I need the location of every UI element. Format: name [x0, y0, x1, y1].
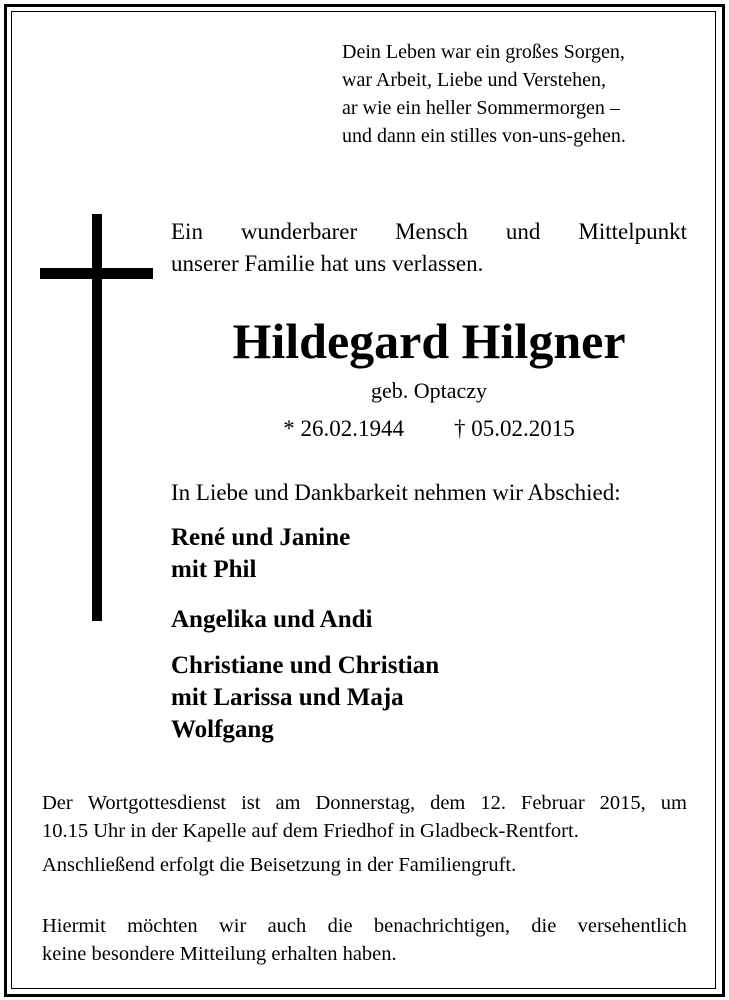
intro-word: wunderbarer [240, 219, 358, 244]
service-word: ist [241, 792, 261, 814]
poem-line: und dann ein stilles von-uns-gehen. [342, 125, 626, 147]
mourner-line: Angelika und Andi [171, 606, 373, 633]
service-word: um [660, 792, 687, 814]
service-word: Der [42, 792, 73, 814]
notice-word: Hiermit [42, 915, 106, 937]
notice-line-2: keine besondere Mitteilung erhalten haben. [42, 943, 397, 965]
service-word: dem [430, 792, 466, 814]
notice-word: möchten [127, 915, 198, 937]
life-dates [171, 413, 687, 445]
service-word: 2015, [599, 792, 646, 814]
birth-date: * 26.02.1944 [283, 416, 404, 441]
death-date: † 05.02.2015 [454, 416, 575, 441]
service-word: Wortgottesdienst [87, 792, 227, 814]
mourner-line: mit Larissa und Maja [171, 684, 404, 711]
intro-word: und [505, 219, 541, 244]
intro-text [171, 216, 687, 280]
poem-line: Dein Leben war ein großes Sorgen, [342, 41, 625, 63]
mourner-line: mit Phil [171, 556, 257, 583]
service-word: Donnerstag, [315, 792, 416, 814]
intro-word: Ein [171, 219, 203, 244]
service-word: 12. [480, 792, 506, 814]
cross-icon-bar [40, 268, 153, 279]
deceased-name: Hildegard Hilgner [232, 313, 626, 369]
service-line-1 [42, 789, 687, 817]
notice-word: auch [267, 915, 307, 937]
service-word: am [275, 792, 301, 814]
birth-name: geb. Optaczy [370, 378, 488, 403]
notice-line-1 [42, 912, 687, 940]
poem-line: war Arbeit, Liebe und Verstehen, [342, 69, 606, 91]
service-info [42, 789, 687, 845]
mourner-line: Christiane und Christian [171, 652, 440, 679]
notice-word: versehentlich [577, 915, 687, 937]
mourner-group [171, 522, 350, 586]
burial-info: Anschließend erfolgt die Beisetzung in der Familiengruft. [42, 854, 517, 876]
notice-word: benachrichtigen, [373, 915, 510, 937]
service-line-2: 10.15 Uhr in der Kapelle auf dem Friedhof in Gladbeck-Rentfort. [42, 820, 579, 842]
mourner-group [171, 650, 439, 746]
poem [342, 38, 702, 150]
mourner-line: René und Janine [171, 524, 351, 551]
notice-word: wir [218, 915, 247, 937]
intro-word: Mittelpunkt [578, 219, 687, 244]
notice-text [42, 912, 687, 968]
notice-word: die [531, 915, 557, 937]
poem-line: ar wie ein heller Sommermorgen – [342, 97, 620, 119]
intro-word: Mensch [395, 219, 468, 244]
mourner-line: Wolfgang [171, 716, 274, 743]
mourner-group [171, 604, 373, 636]
notice-word: die [327, 915, 353, 937]
farewell-line: In Liebe und Dankbarkeit nehmen wir Abschied: [171, 480, 621, 505]
intro-line-2: unserer Familie hat uns verlassen. [171, 251, 484, 276]
service-word: Februar [520, 792, 585, 814]
intro-line-1 [171, 216, 687, 248]
